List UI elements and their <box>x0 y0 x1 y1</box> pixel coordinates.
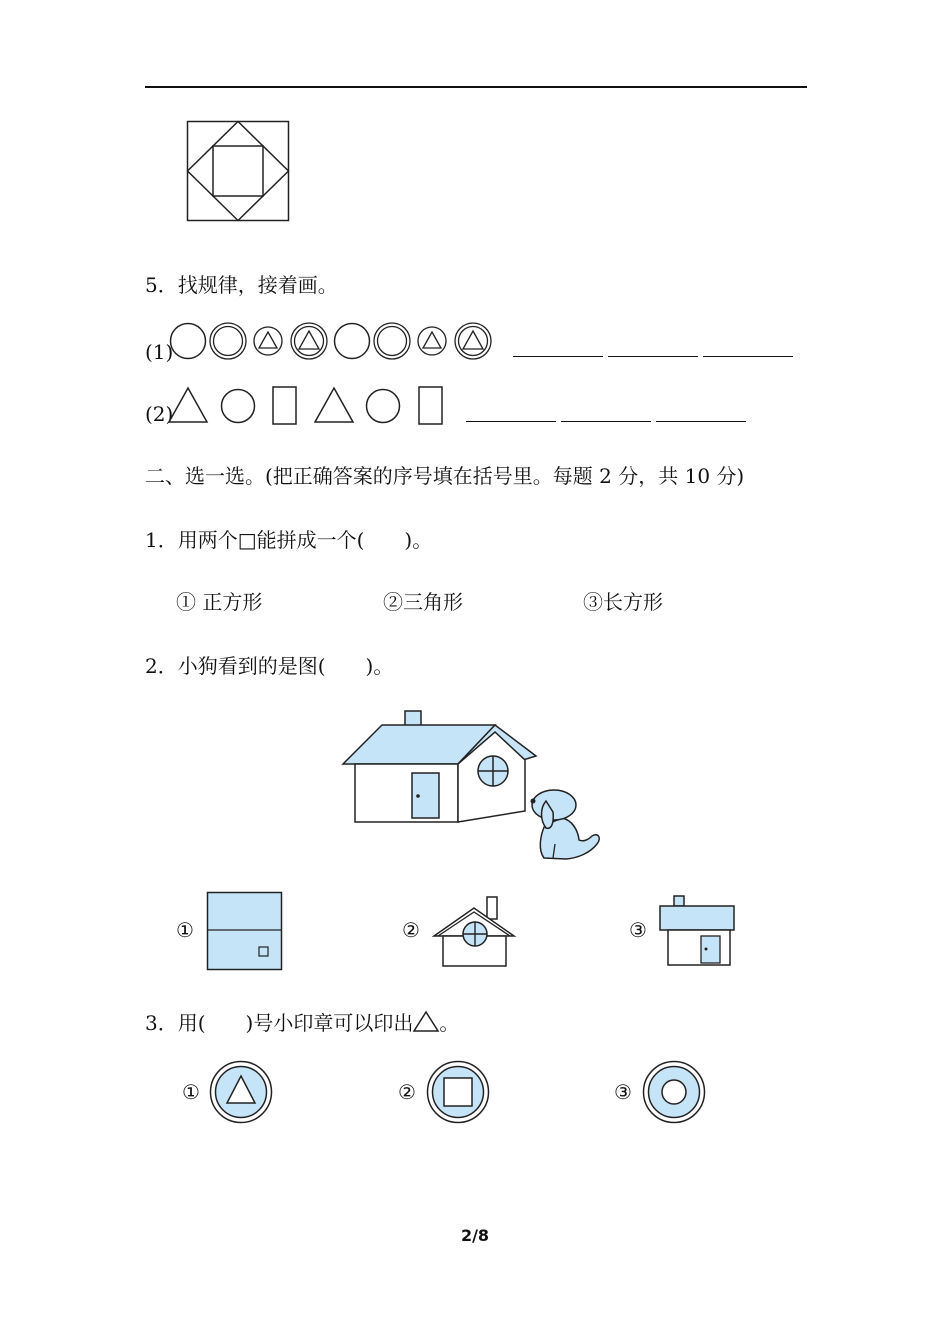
answer-blank[interactable] <box>561 403 651 422</box>
back-view-figure[interactable] <box>206 891 284 972</box>
answer-blank[interactable] <box>608 338 698 357</box>
question2-option-1-label[interactable]: ① <box>176 918 194 942</box>
question3-text-after: 。 <box>439 1011 460 1035</box>
circle-shape <box>335 324 370 359</box>
section2-title: 二、选一选。(把正确答案的序号填在括号里。每题 2 分，共 10 分) <box>145 464 745 488</box>
question3-option-1-label[interactable]: ① <box>182 1080 200 1104</box>
header-rule <box>145 86 807 88</box>
circle-triangle-shape <box>418 327 446 355</box>
question2-text: 2．小狗看到的是图( )。 <box>145 654 394 678</box>
triangle-icon <box>413 1010 439 1032</box>
question1-option-3[interactable]: ③长方形 <box>583 590 663 614</box>
question1-text: 1．用两个□能拼成一个( )。 <box>145 528 433 552</box>
pattern-row1-shapes <box>168 318 498 364</box>
question3-option-2-label[interactable]: ② <box>398 1080 416 1104</box>
side-view-figure[interactable] <box>432 894 516 968</box>
double-circle-shape <box>374 323 410 359</box>
circle-shape <box>171 324 206 359</box>
stamp-circle-figure[interactable] <box>642 1060 706 1124</box>
triangle-shape <box>169 388 207 422</box>
answer-blank[interactable] <box>656 403 746 422</box>
house-dog-illustration <box>340 708 605 866</box>
stamp-square-figure[interactable] <box>426 1060 490 1124</box>
circle-shape <box>367 390 400 423</box>
front-view-figure[interactable] <box>658 894 737 967</box>
double-circle-triangle-shape <box>455 323 491 359</box>
question3-option-3-label[interactable]: ③ <box>614 1080 632 1104</box>
pattern-row1-label: (1) <box>145 340 174 364</box>
double-circle-shape <box>210 323 246 359</box>
question1-option-2[interactable]: ②三角形 <box>383 590 463 614</box>
rectangle-shape <box>273 387 296 424</box>
pattern-row2-label: (2) <box>145 402 174 426</box>
question3-text-before: 3．用( )号小印章可以印出 <box>145 1011 414 1035</box>
answer-blank[interactable] <box>703 338 793 357</box>
page-number: 2/8 <box>460 1226 490 1245</box>
answer-blank[interactable] <box>466 403 556 422</box>
answer-blank[interactable] <box>513 338 603 357</box>
question1-option-1[interactable]: ① 正方形 <box>176 590 263 614</box>
question2-option-2-label[interactable]: ② <box>402 918 420 942</box>
triangle-shape <box>315 388 353 422</box>
stamp-triangle-figure[interactable] <box>209 1060 273 1124</box>
section5-title: 5．找规律，接着画。 <box>145 273 338 297</box>
question3-text <box>145 1010 459 1035</box>
question2-option-3-label[interactable]: ③ <box>629 918 647 942</box>
rectangle-shape <box>419 387 442 424</box>
dog-figure <box>531 790 600 859</box>
circle-shape <box>222 390 255 423</box>
pattern-row2-shapes <box>168 385 448 427</box>
circle-triangle-shape <box>254 327 282 355</box>
double-circle-triangle-shape <box>291 323 327 359</box>
nested-squares-figure <box>186 120 291 224</box>
